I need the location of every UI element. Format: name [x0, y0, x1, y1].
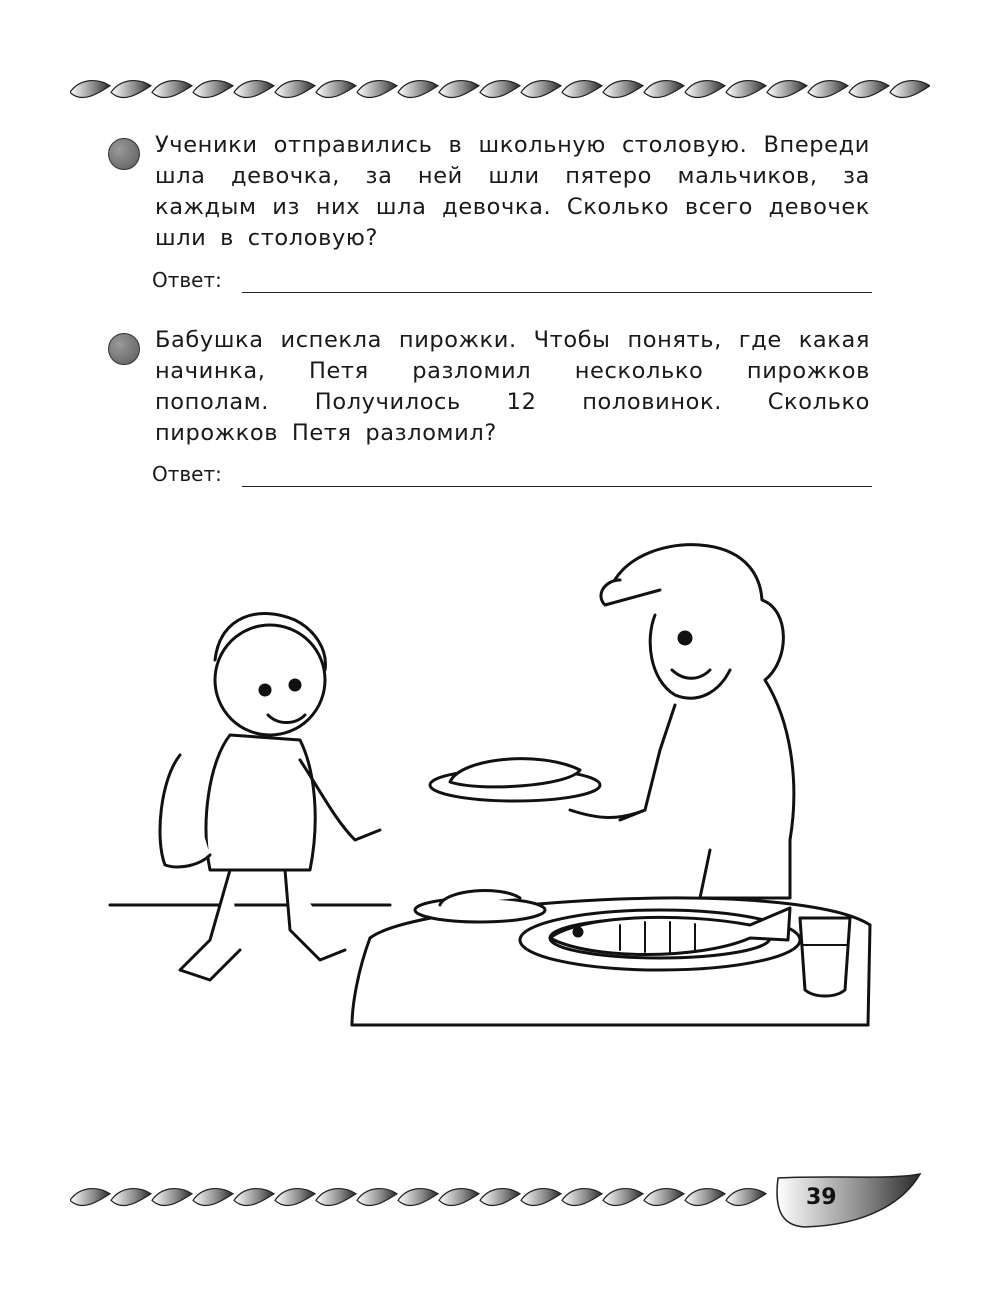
leaf-ornament-icon [439, 81, 479, 98]
leaf-ornament-icon [357, 1189, 397, 1206]
leaf-ornament-icon [726, 1189, 766, 1206]
problem-2 [108, 325, 870, 449]
leaf-ornament-icon [808, 81, 848, 98]
leaf-ornament-icon [193, 1189, 233, 1206]
page-number: 39 [806, 1185, 837, 1210]
problem-1 [108, 130, 870, 254]
bottom-decorative-border [70, 1170, 930, 1230]
leaf-ornament-icon [603, 1189, 643, 1206]
leaf-ornament-icon [521, 1189, 561, 1206]
problem-2-text: Бабушка испекла пирожки. Чтобы понять, где какая начинка, Петя разломил несколько пирожков пополам. Получилось 12 половинок. Сколько пирожков Петя разломил? [155, 327, 870, 446]
answer-2-line[interactable] [242, 486, 872, 487]
leaf-ornament-icon [275, 81, 315, 98]
bullet-icon [108, 333, 140, 365]
leaf-ornament-icon [726, 81, 766, 98]
leaf-ornament-icon [521, 81, 561, 98]
top-decorative-border [70, 70, 930, 120]
leaf-ornament-icon [890, 81, 930, 98]
leaf-ornament-icon [111, 81, 151, 98]
leaf-ornament-icon [70, 81, 110, 98]
leaf-ornament-icon [767, 81, 807, 98]
leaf-ornament-icon [562, 81, 602, 98]
leaf-ornament-icon [193, 81, 233, 98]
answer-2-label: Ответ: [152, 462, 222, 486]
problem-1-text: Ученики отправились в школьную столовую. Впереди шла девочка, за ней шли пятеро мальчиков, за каждым из них шла девочка. Сколько всего девочек шли в столовую? [155, 132, 870, 251]
leaf-ornament-icon [644, 1189, 684, 1206]
leaf-ornament-icon [275, 1189, 315, 1206]
leaf-ornament-icon [316, 81, 356, 98]
leaf-ornament-icon [480, 1189, 520, 1206]
page-number-leaf-icon [777, 1174, 920, 1227]
leaf-ornament-icon [234, 81, 274, 98]
leaf-ornament-icon [398, 81, 438, 98]
leaf-ornament-icon [316, 1189, 356, 1206]
answer-1-line[interactable] [242, 292, 872, 293]
leaf-ornament-icon [234, 1189, 274, 1206]
leaf-ornament-icon [685, 81, 725, 98]
boy-and-woman-serving-pies-illustration [100, 520, 900, 1040]
leaf-ornament-icon [603, 81, 643, 98]
leaf-ornament-icon [357, 81, 397, 98]
leaf-ornament-icon [152, 81, 192, 98]
answer-2 [152, 462, 872, 492]
leaf-ornament-icon [70, 1189, 110, 1206]
leaf-ornament-icon [398, 1189, 438, 1206]
answer-1 [152, 268, 872, 298]
leaf-ornament-icon [480, 81, 520, 98]
leaf-ornament-icon [644, 81, 684, 98]
leaf-ornament-icon [439, 1189, 479, 1206]
leaf-ornament-icon [685, 1189, 725, 1206]
answer-1-label: Ответ: [152, 268, 222, 292]
leaf-ornament-icon [152, 1189, 192, 1206]
bullet-icon [108, 138, 140, 170]
leaf-ornament-icon [562, 1189, 602, 1206]
leaf-ornament-icon [849, 81, 889, 98]
leaf-ornament-icon [111, 1189, 151, 1206]
